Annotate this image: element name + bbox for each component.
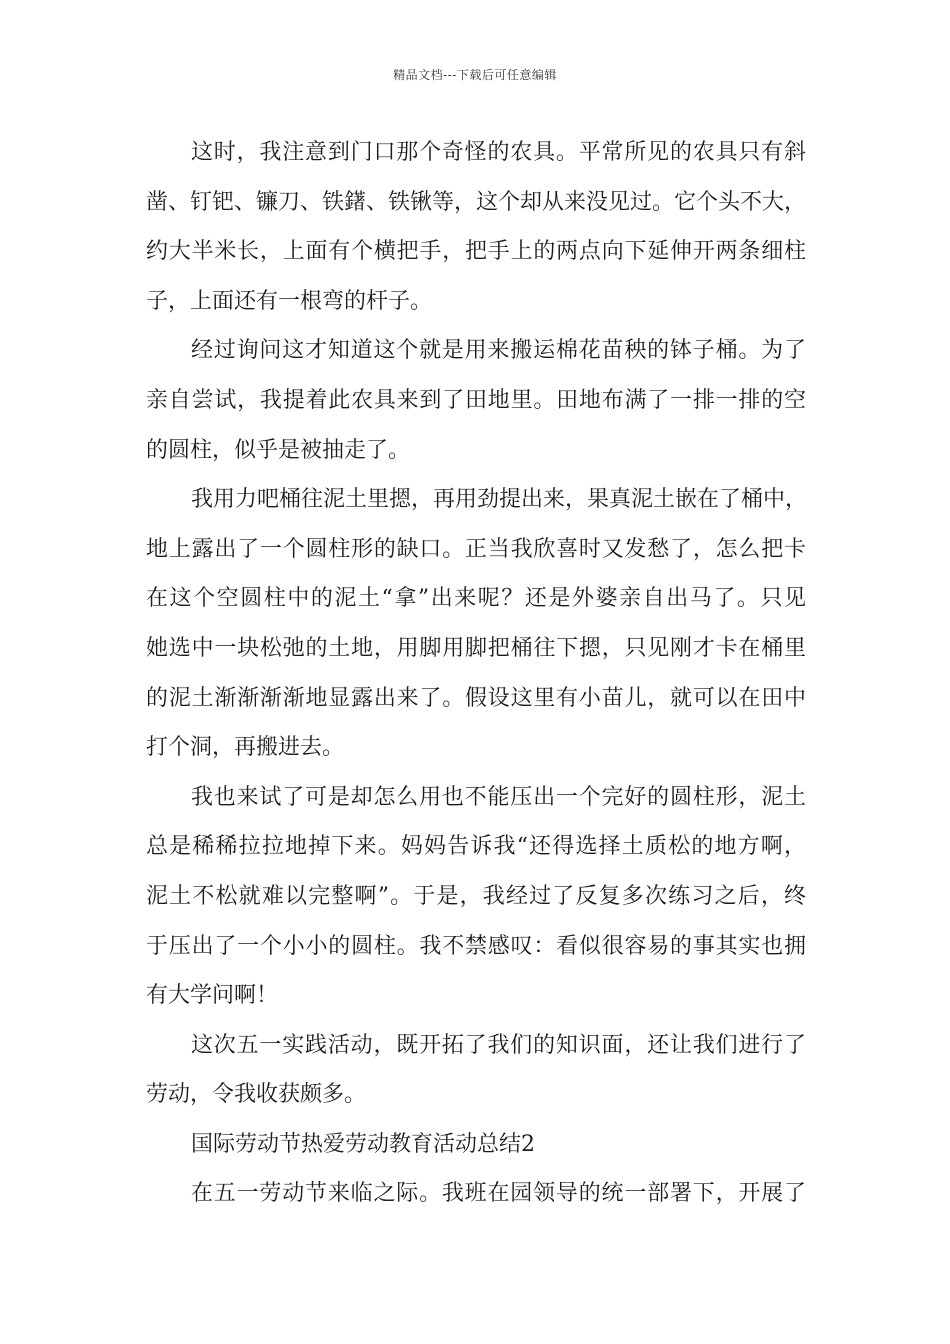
paragraph <box>146 773 806 1021</box>
text-line: 我用力吧桶往泥土里摁，再用劲提出来，果真泥土嵌在了桶中， <box>191 487 808 513</box>
text-line: 我也来试了可是却怎么用也不能压出一个完好的圆柱形，泥土 <box>191 784 806 810</box>
text-line: 劳动，令我收获颇多。 <box>146 1082 367 1108</box>
page-header: 精品文档---下载后可任意编辑 <box>393 68 557 82</box>
text-line: 凿、钉钯、镰刀、铁鐯、铁锹等，这个却从来没见过。它个头不大， <box>146 189 807 215</box>
text-line: 这次五一实践活动，既开拓了我们的知识面，还让我们进行了 <box>191 1032 806 1058</box>
text-line: 打个洞，再搬进去。 <box>146 735 345 761</box>
section-heading <box>146 1120 806 1170</box>
paragraph <box>146 1021 806 1120</box>
text-line: 总是稀稀拉拉地掉下来。妈妈告诉我“还得选择土质松的地方啊， <box>146 834 806 860</box>
text-line: 约大半米长，上面有个横把手，把手上的两点向下延伸开两条细柱 <box>146 239 806 265</box>
text-line: 泥土不松就难以完整啊”。于是，我经过了反复多次练习之后，终 <box>146 883 806 909</box>
text-line: 这时，我注意到门口那个奇怪的农具。平常所见的农具只有斜 <box>191 140 806 165</box>
paragraph <box>146 326 806 475</box>
text-line: 地上露出了一个圆柱形的缺口。正当我欣喜时又发愁了，怎么把卡 <box>146 536 806 562</box>
text-line: 她选中一块松弛的土地，用脚用脚把桶往下摁，只见刚才卡在桶里 <box>146 635 806 661</box>
text-line: 的圆柱，似乎是被抽走了。 <box>146 437 411 463</box>
paragraph <box>146 475 806 773</box>
heading-line: 国际劳动节热爱劳动教育活动总结2 <box>191 1131 535 1157</box>
text-line: 亲自尝试，我提着此农具来到了田地里。田地布满了一排一排的空 <box>146 387 806 413</box>
text-line: 经过询问这才知道这个就是用来搬运棉花苗秧的钵子桶。为了 <box>191 338 806 364</box>
text-line: 于压出了一个小小的圆柱。我不禁感叹：看似很容易的事其实也拥 <box>146 933 806 959</box>
text-line: 在五一劳动节来临之际。我班在园领导的统一部署下，开展了 <box>191 1181 806 1207</box>
text-line: 的泥土渐渐渐渐地显露出来了。假设这里有小苗儿，就可以在田中 <box>146 685 806 711</box>
document-body <box>146 128 806 1219</box>
text-line: 子，上面还有一根弯的杆子。 <box>146 288 433 314</box>
paragraph <box>146 128 806 326</box>
text-line: 在这个空圆柱中的泥土“拿”出来呢？还是外婆亲自出马了。只见 <box>146 586 806 612</box>
text-line: 有大学问啊！ <box>146 983 279 1009</box>
paragraph <box>146 1169 806 1219</box>
